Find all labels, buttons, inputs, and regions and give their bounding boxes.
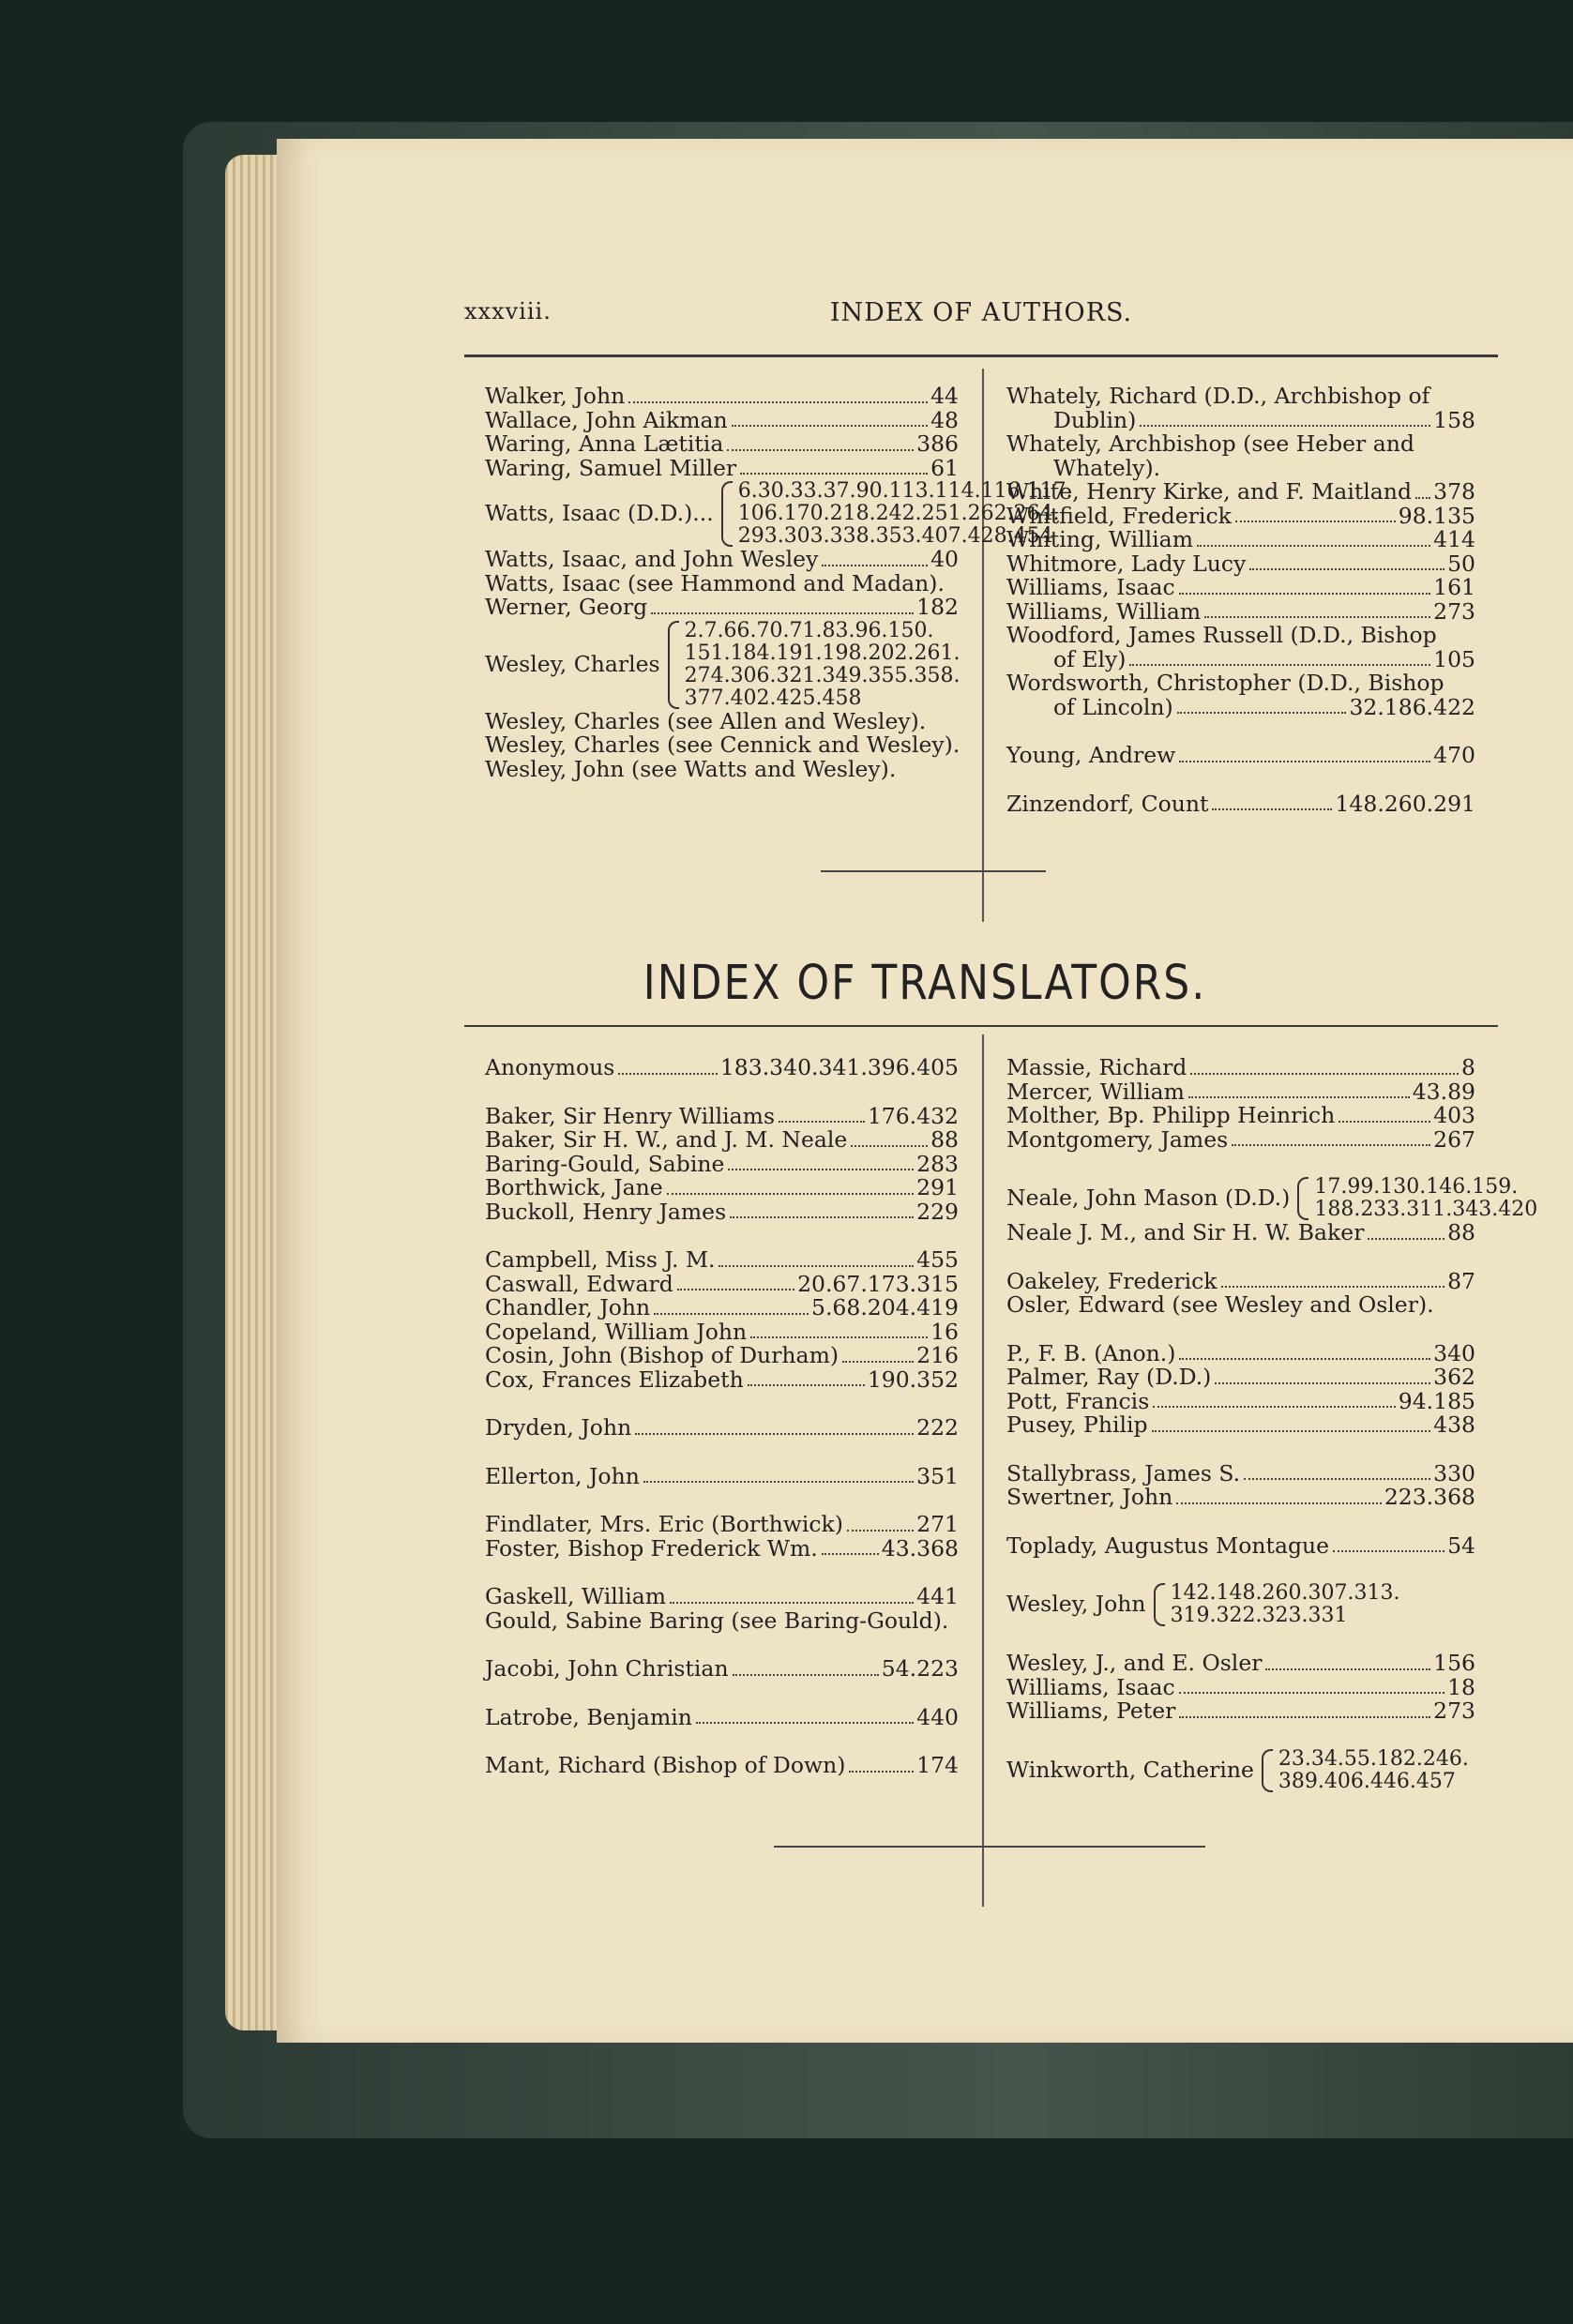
entry-pages-line: 319.322.323.331 (1170, 1604, 1348, 1627)
entry-name: Massie, Richard (1006, 1054, 1187, 1080)
authors-column-divider (982, 369, 984, 922)
index-entry (1006, 1080, 1475, 1105)
entry-name: Dublin) (1053, 406, 1137, 433)
entry-pages: 8 (1461, 1054, 1475, 1080)
entry-pages: 414 (1433, 526, 1475, 552)
index-entry (1006, 1534, 1475, 1559)
entry-pages-line: 377.402.425.458 (684, 686, 862, 710)
entry-name: Whiting, William (1006, 526, 1193, 552)
entry-name: Montgomery, James (1006, 1125, 1229, 1153)
index-entry (485, 1657, 959, 1682)
index-entry (485, 1513, 959, 1537)
entry-name: Cosin, John (Bishop of Durham) (485, 1342, 839, 1368)
dot-leader (1197, 545, 1430, 547)
entry-pages: 362 (1433, 1364, 1475, 1390)
page-title: INDEX OF AUTHORS. (829, 298, 1133, 327)
entry-pages: 20.67.173.315 (797, 1270, 959, 1297)
entry-gap (1006, 1558, 1475, 1582)
entry-pages: 98.135 (1398, 502, 1475, 529)
dot-leader (842, 1361, 914, 1363)
brace (721, 481, 733, 547)
index-entry (485, 1102, 959, 1129)
entry-pages: 438 (1433, 1411, 1475, 1438)
index-entry (485, 406, 959, 433)
entry-pages: 87 (1447, 1267, 1475, 1294)
entry-gap (485, 1392, 959, 1416)
entry-pages: 61 (930, 454, 959, 481)
entry-gap (1006, 1318, 1475, 1342)
index-entry (1006, 645, 1475, 672)
dot-leader (651, 612, 914, 614)
entry-name: Wesley, J., and E. Osler (1006, 1650, 1263, 1676)
entry-name: Williams, William (1006, 597, 1202, 625)
entry-pages: 223.368 (1384, 1484, 1475, 1510)
entry-name: Ellerton, John (485, 1462, 640, 1489)
translators-right-column (1006, 1054, 1538, 1793)
index-entry (1006, 1486, 1475, 1510)
index-entry (485, 454, 959, 481)
dot-leader (748, 1384, 865, 1386)
index-entry (1006, 1387, 1475, 1414)
entry-pages: 229 (916, 1198, 959, 1225)
entry-pages: 470 (1433, 742, 1475, 768)
entry-name: of Ely) (1053, 645, 1127, 672)
entry-pages: 54.223 (881, 1655, 959, 1682)
entry-name: Waring, Samuel Miller (485, 454, 737, 481)
entry-pages: 340 (1433, 1339, 1475, 1366)
entry-pages: 16 (930, 1318, 959, 1345)
brace (668, 621, 679, 709)
authors-right-column (1006, 385, 1475, 816)
index-entry (1006, 1699, 1475, 1724)
entry-name: Pusey, Philip (1006, 1411, 1148, 1438)
entry-pages: 441 (916, 1583, 959, 1609)
entry-pages: 330 (1433, 1459, 1475, 1486)
index-entry (485, 1056, 959, 1080)
entry-pages: 403 (1433, 1102, 1475, 1128)
dot-leader (1176, 1502, 1382, 1504)
entry-pages-list (685, 620, 960, 710)
dot-leader (643, 1481, 914, 1483)
entry-pages: 283 (916, 1150, 959, 1177)
index-entry (485, 1344, 959, 1368)
dot-leader (670, 1602, 914, 1604)
entry-name: Anonymous (485, 1054, 615, 1080)
entry-pages-line: 106.170.218.242.251.262.264. (737, 502, 1060, 525)
index-entry-braced (485, 479, 1073, 548)
entry-name: Dryden, John (485, 1414, 632, 1441)
dot-leader (1368, 1238, 1444, 1240)
entry-pages: 18 (1447, 1673, 1475, 1700)
dot-leader (822, 1553, 879, 1555)
entry-gap (1006, 1152, 1475, 1176)
entry-gap (1006, 1510, 1475, 1534)
dot-leader (1179, 1716, 1430, 1718)
dot-leader (677, 1289, 794, 1290)
entry-name: Wesley, Charles (485, 650, 660, 677)
dot-leader (1179, 761, 1430, 762)
index-entry (485, 1416, 959, 1441)
index-entry (485, 432, 959, 457)
entry-name: Walker, John (485, 383, 626, 409)
cross-reference: Whately, Archbishop (see Heber and (1006, 430, 1414, 457)
entry-pages-line: 151.184.191.198.202.261. (684, 641, 960, 665)
entry-pages-line: 188.233.311.343.420 (1314, 1198, 1538, 1221)
entry-gap (485, 1682, 959, 1706)
index-entry-braced (1006, 1748, 1475, 1793)
entry-pages: 48 (930, 406, 959, 433)
entry-pages-line: 23.34.55.182.246. (1278, 1746, 1469, 1771)
dot-leader (1265, 1668, 1430, 1670)
entry-gap (485, 1729, 959, 1754)
entry-gap (485, 1224, 959, 1248)
entry-pages-line: 274.306.321.349.355.358. (684, 663, 960, 687)
dot-leader (847, 1530, 914, 1532)
entry-pages: 43.89 (1412, 1078, 1475, 1105)
header-rule (464, 355, 1498, 357)
entry-pages: 222 (916, 1414, 959, 1441)
running-header (464, 298, 1498, 336)
entry-pages: 378 (1433, 478, 1475, 505)
entry-pages: 161 (1433, 574, 1475, 600)
entry-pages: 105 (1433, 645, 1475, 672)
index-entry (1006, 406, 1475, 433)
entry-name: P., F. B. (Anon.) (1006, 1339, 1176, 1366)
entry-name: Mant, Richard (Bishop of Down) (485, 1752, 846, 1778)
translators-rule (464, 1025, 1498, 1027)
book-page (277, 139, 1573, 2043)
entry-pages-line: 293.303.338.353.407.428.454 (737, 524, 1053, 548)
entry-name: Baker, Sir Henry Williams (485, 1102, 776, 1129)
cross-reference: Woodford, James Russell (D.D., Bishop (1006, 622, 1437, 648)
ornament-rule (821, 870, 1046, 872)
dot-leader (851, 1145, 928, 1147)
dot-leader (1415, 497, 1430, 499)
brace (1297, 1177, 1308, 1220)
translators-title: INDEX OF TRANSLATORS. (643, 956, 1207, 1011)
entry-gap (1006, 1438, 1475, 1462)
entry-name: Neale J. M., and Sir H. W. Baker (1006, 1219, 1365, 1245)
dot-leader (654, 1313, 809, 1315)
entry-pages-line: 2.7.66.70.71.83.96.150. (684, 618, 934, 642)
index-entry (1006, 1339, 1475, 1366)
index-entry (1006, 597, 1475, 625)
dot-leader (618, 1073, 718, 1075)
entry-gap (485, 1080, 959, 1105)
dot-leader (1179, 593, 1431, 595)
dot-leader (1339, 1121, 1430, 1123)
index-entry (1006, 693, 1475, 720)
entry-pages-line: 142.148.260.307.313. (1170, 1581, 1400, 1605)
authors-left-column (485, 383, 1073, 782)
cross-reference: Wesley, Charles (see Cennick and Wesley). (485, 732, 960, 758)
index-entry (1006, 1673, 1475, 1700)
entry-pages: 455 (916, 1246, 959, 1273)
entry-name: Campbell, Miss J. M. (485, 1246, 716, 1273)
dot-leader (1152, 1430, 1431, 1432)
index-entry (485, 1248, 959, 1273)
index-entry (1006, 480, 1475, 505)
entry-pages: 386 (916, 430, 959, 457)
entry-gap (485, 1561, 959, 1585)
entry-name: of Lincoln) (1053, 693, 1173, 720)
entry-name: Zinzendorf, Count (1006, 790, 1209, 817)
dot-leader (628, 401, 928, 403)
entry-name: Wallace, John Aikman (485, 406, 728, 433)
dot-leader (635, 1433, 914, 1435)
index-entry (1006, 1366, 1475, 1390)
dot-leader (1153, 1406, 1396, 1408)
entry-name: Neale, John Mason (D.D.) (1006, 1185, 1291, 1212)
translators-left-column (485, 1056, 959, 1778)
entry-gap (1006, 1627, 1475, 1652)
cross-reference: Wesley, Charles (see Allen and Wesley). (485, 707, 927, 734)
entry-pages: 94.185 (1398, 1387, 1475, 1414)
brace (1154, 1583, 1165, 1626)
index-entry (485, 1270, 959, 1297)
entry-gap (1006, 768, 1475, 792)
index-entry-braced (1006, 1175, 1538, 1221)
index-entry (485, 1128, 959, 1153)
entry-pages: 156 (1433, 1650, 1475, 1676)
dot-leader (1188, 1096, 1410, 1098)
entry-name: Pott, Francis (1006, 1387, 1150, 1414)
entry-pages: 440 (916, 1703, 959, 1730)
entry-pages: 273 (1433, 1698, 1475, 1724)
entry-name: Buckoll, Henry James (485, 1198, 727, 1225)
entry-pages-line: 17.99.130.146.159. (1314, 1175, 1519, 1199)
entry-pages: 88 (930, 1126, 959, 1153)
entry-name: Baker, Sir H. W., and J. M. Neale (485, 1126, 848, 1153)
dot-leader (667, 1193, 914, 1195)
dot-leader (1215, 1382, 1430, 1384)
entry-name: Watts, Isaac (D.D.)... (485, 500, 714, 527)
entry-gap (485, 1488, 959, 1513)
index-entry (1006, 1652, 1475, 1676)
entry-pages: 158 (1433, 406, 1475, 433)
index-entry (485, 1150, 959, 1177)
entry-pages: 88 (1447, 1219, 1475, 1245)
entry-name: Young, Andrew (1006, 742, 1176, 768)
entry-name: Winkworth, Catherine (1006, 1756, 1254, 1783)
brace (1262, 1749, 1273, 1792)
entry-name: Baring-Gould, Sabine (485, 1150, 725, 1177)
entry-name: Gaskell, William (485, 1583, 667, 1609)
index-entry (485, 1368, 959, 1393)
entry-gap (485, 1441, 959, 1465)
entry-pages: 174 (916, 1752, 959, 1778)
entry-name: Cox, Frances Elizabeth (485, 1366, 744, 1393)
dot-leader (718, 1265, 914, 1267)
entry-name: Jacobi, John Christian (485, 1655, 729, 1682)
dot-leader (1177, 712, 1347, 714)
index-entry (1006, 1104, 1475, 1128)
entry-name: Molther, Bp. Philipp Heinrich (1006, 1102, 1336, 1128)
entry-gap (1006, 1245, 1475, 1270)
closing-ornament-rule (774, 1846, 1205, 1848)
translators-column-divider (982, 1034, 984, 1907)
entry-pages-list (1171, 1582, 1400, 1627)
entry-pages-list (1314, 1176, 1537, 1221)
cross-reference: Gould, Sabine Baring (see Baring-Gould). (485, 1607, 949, 1634)
index-entry (1006, 1267, 1475, 1294)
dot-leader (1190, 1073, 1459, 1075)
entry-name: White, Henry Kirke, and F. Maitland (1006, 478, 1412, 505)
index-entry (485, 1754, 959, 1778)
index-entry (485, 596, 959, 620)
entry-gap (1006, 1724, 1475, 1748)
entry-pages-line: 6.30.33.37.90.113.114.116.117. (737, 479, 1073, 503)
index-entry (1006, 744, 1475, 768)
entry-pages: 182 (916, 594, 959, 620)
index-entry (485, 385, 959, 409)
entry-name: Copeland, William John (485, 1318, 748, 1345)
dot-leader (1249, 568, 1444, 570)
dot-leader (732, 425, 928, 427)
entry-pages: 148.260.291 (1335, 790, 1475, 817)
index-entry (485, 1462, 959, 1489)
dot-leader (1232, 1144, 1430, 1146)
entry-name: Whitfield, Frederick (1006, 502, 1232, 529)
index-entry (1006, 1056, 1475, 1080)
entry-gap (1006, 719, 1475, 744)
entry-pages: 5.68.204.419 (811, 1294, 959, 1320)
entry-pages: 43.368 (881, 1534, 959, 1562)
index-entry (1006, 1221, 1475, 1245)
entry-name: Watts, Isaac, and John Wesley (485, 546, 819, 572)
cross-reference: Wordsworth, Christopher (D.D., Bishop (1006, 670, 1444, 696)
index-entry (485, 1534, 959, 1562)
cross-reference: Watts, Isaac (see Hammond and Madan). (485, 569, 945, 596)
dot-leader (1235, 521, 1396, 522)
entry-name: Williams, Isaac (1006, 574, 1175, 600)
cross-reference: Wesley, John (see Watts and Wesley). (485, 755, 897, 782)
dot-leader (779, 1121, 865, 1123)
entry-name: Toplady, Augustus Montague (1006, 1532, 1330, 1559)
index-entry (485, 1296, 959, 1320)
entry-name: Findlater, Mrs. Eric (Borthwick) (485, 1511, 843, 1537)
dot-leader (1333, 1550, 1444, 1552)
dot-leader (1212, 808, 1332, 810)
entry-pages: 50 (1447, 550, 1475, 577)
index-entry (485, 1703, 959, 1730)
index-entry (1006, 576, 1475, 600)
dot-leader (1140, 425, 1430, 427)
dot-leader (733, 1674, 879, 1676)
index-entry-braced (1006, 1582, 1475, 1627)
entry-name: Williams, Isaac (1006, 1673, 1175, 1700)
cross-reference: Osler, Edward (see Wesley and Osler). (1006, 1291, 1434, 1318)
entry-pages: 183.340.341.396.405 (719, 1054, 959, 1080)
dot-leader (1204, 616, 1430, 618)
index-entry (1006, 528, 1475, 552)
entry-pages: 267 (1433, 1125, 1475, 1153)
index-entry (485, 1200, 959, 1225)
entry-name: Swertner, John (1006, 1484, 1173, 1510)
entry-pages-line: 389.406.446.457 (1278, 1769, 1456, 1793)
dot-leader (1129, 664, 1430, 666)
dot-leader (728, 1169, 914, 1170)
entry-name: Whitmore, Lady Lucy (1006, 550, 1247, 577)
index-entry (1006, 1413, 1475, 1438)
entry-name: Wesley, John (1006, 1591, 1146, 1618)
entry-pages: 216 (916, 1342, 959, 1368)
entry-name: Werner, Georg (485, 594, 648, 620)
dot-leader (1244, 1478, 1430, 1480)
entry-name: Mercer, William (1006, 1078, 1185, 1105)
dot-leader (1179, 1358, 1430, 1360)
entry-name: Chandler, John (485, 1294, 651, 1320)
entry-name: Latrobe, Benjamin (485, 1703, 692, 1730)
page-number: xxxviii. (464, 298, 552, 324)
dot-leader (822, 565, 928, 566)
dot-leader (1179, 1692, 1444, 1694)
entry-name: Stallybrass, James S. (1006, 1459, 1241, 1486)
entry-pages: 273 (1433, 597, 1475, 625)
entry-pages: 40 (930, 546, 959, 572)
index-entry (485, 1176, 959, 1200)
dot-leader (696, 1722, 914, 1724)
entry-pages: 44 (930, 383, 959, 409)
index-entry (1006, 552, 1475, 577)
entry-name: Oakeley, Frederick (1006, 1267, 1218, 1294)
index-entry (485, 1585, 959, 1609)
entry-name: Williams, Peter (1006, 1698, 1176, 1724)
index-entry (485, 548, 959, 572)
entry-pages: 54 (1447, 1532, 1475, 1559)
index-entry (1006, 502, 1475, 529)
entry-pages: 176.432 (867, 1102, 959, 1129)
index-entry-braced (485, 620, 959, 710)
entry-continuation: Whately). (1053, 454, 1161, 481)
entry-pages: 291 (916, 1174, 959, 1200)
cross-reference: Whately, Richard (D.D., Archbishop of (1006, 383, 1430, 409)
entry-name: Caswall, Edward (485, 1270, 673, 1297)
dot-leader (849, 1771, 914, 1773)
dot-leader (740, 473, 928, 475)
entry-name: Borthwick, Jane (485, 1174, 663, 1200)
index-entry (1006, 792, 1475, 817)
entry-pages: 190.352 (867, 1366, 959, 1393)
entry-gap (485, 1633, 959, 1657)
index-entry (1006, 1125, 1475, 1153)
index-entry (1006, 1459, 1475, 1486)
dot-leader (750, 1336, 928, 1338)
dot-leader (1221, 1286, 1445, 1288)
entry-pages-list (1278, 1748, 1469, 1793)
entry-pages: 271 (916, 1511, 959, 1537)
index-entry (485, 1320, 959, 1345)
dot-leader (730, 1216, 914, 1218)
entry-name: Waring, Anna Lætitia (485, 430, 724, 457)
entry-name: Palmer, Ray (D.D.) (1006, 1364, 1212, 1390)
entry-pages: 351 (916, 1462, 959, 1489)
entry-name: Foster, Bishop Frederick Wm. (485, 1534, 818, 1562)
dot-leader (727, 449, 914, 451)
entry-pages: 32.186.422 (1349, 693, 1475, 720)
